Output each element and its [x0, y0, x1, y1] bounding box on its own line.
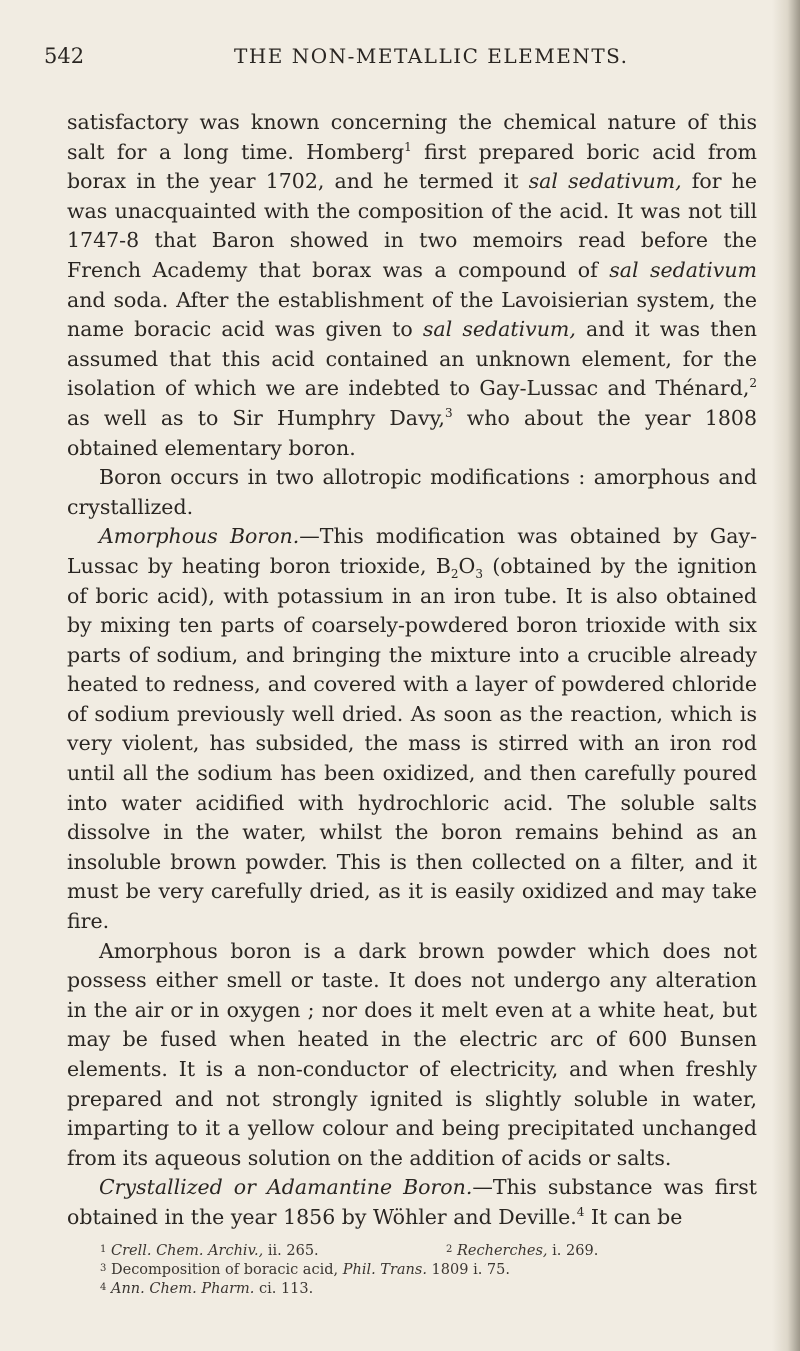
- paragraph-amorphous-properties: Amorphous boron is a dark brown powder which does not possess either smell or taste. It does not undergo any alteration in the air or in oxygen ; nor does it melt even at a white heat, but may be fused when heated in the electric arc of 600 Bunsen elements. It is a non-conductor of electricity, and when freshly prepared and not strongly ignited is slightly soluble in water, imparting to it a yellow colour and being precipitated unchanged from its aqueous solution on the addition of acids or salts.: [67, 938, 757, 1170]
- subscript: 2: [450, 567, 459, 581]
- footnote-row: [100, 1242, 760, 1261]
- footnote-row: [100, 1261, 760, 1280]
- running-head: THE NON-METALLIC ELEMENTS.: [234, 44, 629, 68]
- section-title-crystallized: Crystallized or Adamantine Boron.: [99, 1175, 473, 1200]
- page-header: [44, 44, 744, 74]
- page-edge-shadow: [772, 0, 800, 1351]
- footnote-source: Crell. Chem. Archiv.,: [110, 1243, 264, 1259]
- body-text: [67, 108, 757, 1233]
- footnote-source: Phil. Trans.: [342, 1262, 427, 1279]
- subscript: 3: [475, 567, 483, 581]
- italic-term: sal sedativum,: [528, 169, 682, 194]
- italic-term: sal sedativum,: [422, 317, 576, 342]
- text-span: as well as to Sir Humphry Davy,: [67, 405, 445, 430]
- footnote-ref-3: 3: [444, 406, 453, 421]
- footnote-row: [100, 1280, 760, 1299]
- text-span: and it was then assumed that this acid contained an unknown element, for the isolation of which we are indebted to Gay-Lussac and Thénard,: [67, 317, 757, 401]
- footnote-text: ii. 265.: [263, 1243, 319, 1259]
- footnote-3: [100, 1261, 510, 1280]
- text-span: O: [458, 553, 476, 578]
- text-span: —This substance was first obtained in the year 1856 by Wöhler and Deville.: [67, 1175, 758, 1229]
- footnote-ref-2: 2: [749, 376, 757, 391]
- footnote-source: Recherches,: [456, 1243, 548, 1259]
- footnote-text: i. 269.: [547, 1243, 599, 1259]
- footnote-mark: 3: [100, 1263, 107, 1275]
- footnote-ref-4: 4: [576, 1205, 585, 1220]
- footnote-1: [100, 1242, 319, 1261]
- text-span: —This modification was obtained by Gay-Lussac by heating boron trioxide, B: [67, 524, 758, 578]
- text-span: who about the year 1808 obtained elementary boron.: [67, 405, 757, 460]
- footnote-text: Decomposition of boracic acid,: [110, 1262, 343, 1279]
- footnote-ref-1: 1: [404, 139, 412, 154]
- text-span: first prepared boric acid from borax in the year 1702, and he termed it: [67, 139, 757, 194]
- section-title-amorphous: Amorphous Boron.: [99, 524, 300, 549]
- footnote-source: Ann. Chem. Pharm.: [110, 1281, 255, 1298]
- paragraph-history: [67, 108, 757, 463]
- footnotes: [100, 1242, 760, 1300]
- text-span: satisfactory was known concerning the chemical nature of this salt for a long time. Homberg: [67, 110, 757, 164]
- footnote-mark: 2: [446, 1244, 453, 1255]
- footnote-text: 1809 i. 75.: [426, 1262, 510, 1279]
- paragraph-allotropes: Boron occurs in two allotropic modifications : amorphous and crystallized.: [67, 465, 757, 519]
- paragraph-crystallized-boron: [67, 1173, 757, 1232]
- footnote-4: [100, 1280, 313, 1299]
- text-span: and soda. After the establishment of the Lavoisierian system, the name boracic acid was given to: [67, 287, 757, 342]
- footnote-2: [446, 1242, 598, 1261]
- paragraph-amorphous-boron: [67, 522, 757, 936]
- text-span: for he was unacquainted with the composition of the acid. It was not till 1747-8 that Baron showed in two memoirs read before the French Academy that borax was a compound of: [67, 169, 757, 282]
- text-span: (obtained by the ignition of boric acid), with potassium in an iron tube. It is also obtained by mixing ten parts of coarsely-powdered boron trioxide with six parts of sodium, and bringing the mixture into a crucible already heated to redness, and covered with a layer of powdered chloride of sodium previously well dried. As soon as the reaction, which is very violent, has subsided, the mass is stirred with an iron rod until all the sodium has been oxidized, and then carefully poured into water acidified with hydrochloric acid. The soluble salts dissolve in the water, whilst the boron remains behind as an insoluble brown powder. This is then collected on a filter, and it must be very carefully dried, as it is easily oxidized and may take fire.: [67, 553, 757, 934]
- footnote-mark: 1: [100, 1244, 107, 1255]
- text-span: It can be: [584, 1204, 683, 1229]
- page-number: 542: [44, 44, 85, 68]
- italic-term: sal sedativum: [609, 257, 757, 282]
- footnote-text: ci. 113.: [254, 1281, 314, 1298]
- footnote-mark: 4: [100, 1282, 107, 1294]
